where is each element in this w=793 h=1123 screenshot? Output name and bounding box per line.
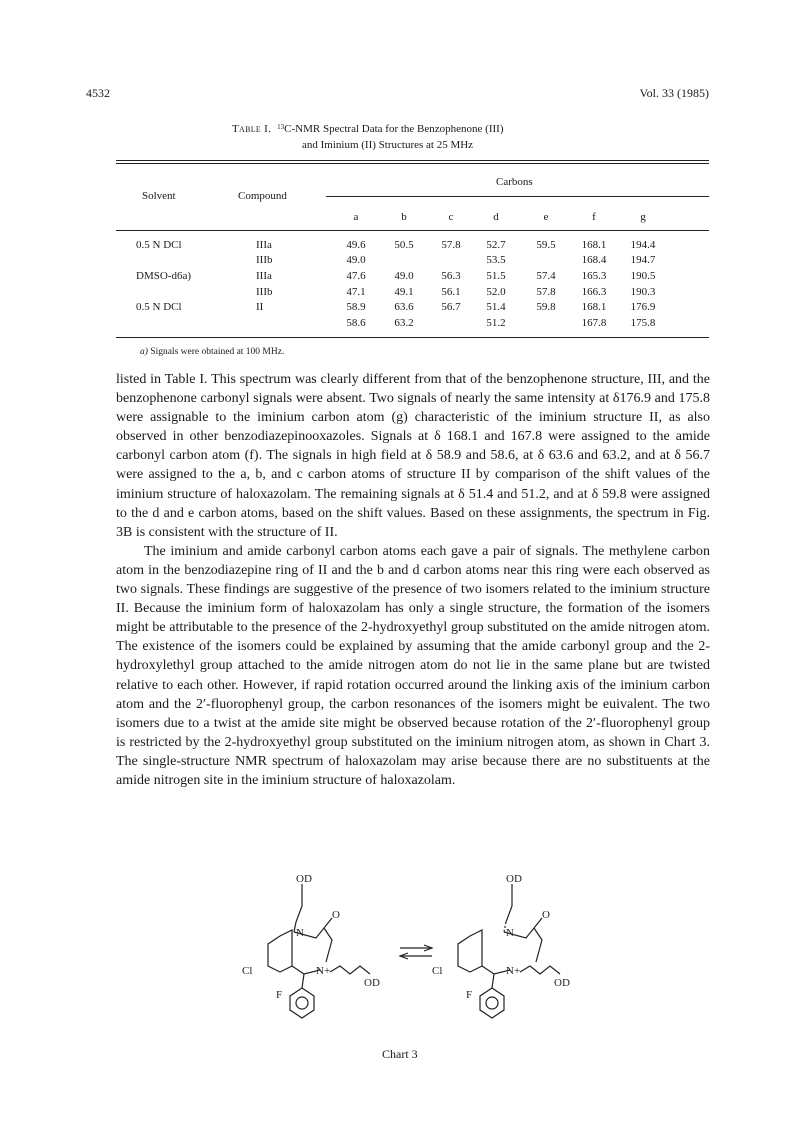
right-hydroxyethyl-bond xyxy=(506,884,512,922)
left-n-amide: N xyxy=(296,927,304,939)
table-cell: 59.8 xyxy=(536,301,556,313)
chart-caption: Chart 3 xyxy=(382,1047,418,1061)
page-number: 4532 xyxy=(86,86,110,100)
table-cell: 51.5 xyxy=(486,270,506,282)
table-caption xyxy=(232,121,592,153)
right-o: O xyxy=(542,909,550,921)
left-n-hydroxyethyl xyxy=(330,966,370,974)
left-carbonyl xyxy=(324,918,332,928)
table-cell: 57.4 xyxy=(536,270,556,282)
table-cell: 58.6 xyxy=(346,317,366,329)
header-carbons: Carbons xyxy=(496,176,533,188)
table-cell: 194.4 xyxy=(630,239,656,251)
body-text xyxy=(116,370,710,790)
right-benzo-ring xyxy=(458,930,482,972)
carbon-header-g: g xyxy=(640,211,646,223)
table-label: Table I. xyxy=(232,123,272,135)
left-od-side: OD xyxy=(364,977,380,989)
carbon-header-f: f xyxy=(592,211,596,223)
volume-info: Vol. 33 (1985) xyxy=(639,86,709,100)
right-cl: Cl xyxy=(432,965,443,977)
chemical-structure-diagram xyxy=(220,870,600,1045)
left-benzo-ring xyxy=(268,930,292,972)
table-cell: 175.8 xyxy=(630,317,656,329)
table-cell: 49.1 xyxy=(394,286,414,298)
table-cell: 51.2 xyxy=(486,317,506,329)
table-cell: 56.7 xyxy=(441,301,461,313)
row-compound: IIIa xyxy=(256,270,272,282)
left-cl: Cl xyxy=(242,965,253,977)
table-cell: 47.1 xyxy=(346,286,366,298)
table-cell: 50.5 xyxy=(394,239,414,251)
table-cell: 194.7 xyxy=(630,254,656,266)
paragraph-2: The iminium and amide carbonyl carbon atoms each gave a pair of signals. The methylene carbon atom in the benzodiazepine ring of II and the b and d carbon atoms near this ring were each observed as two signals. These findings are suggestive of the presence of two isomers related to the iminium structure II. Because the iminium form of haloxazolam has only a single structure, the formation of the isomers might be attributable to the presence of the 2-hydroxyethyl group substituted on the amide nitrogen atom. The existence of the isomers could be explained by assuming that the amide carbonyl group and the 2-hydroxylethyl group attached to the amide nitrogen atom do not lie in the same plane but are twisted relative to each other. However, if rapid rotation occurred around the linking axis of the iminium carbon atom and the 2′-fluorophenyl group, the carbon resonances of the isomers might be euivalent. The two isomers due to a twist at the amide site might be observed because rotation of the 2′-fluorophenyl group is restricted by the 2-hydroxyethyl group substituted on the iminium nitrogen atom, as shown in Chart 3. The single-structure NMR spectrum of haloxazolam may arise because there are no substituents at the amide nitrogen site in the iminium structure of haloxazolam. xyxy=(116,543,710,788)
right-aromatic-circle xyxy=(486,997,498,1009)
table-top-rule xyxy=(116,160,709,161)
right-aryl-bond xyxy=(492,974,494,988)
header-compound: Compound xyxy=(238,190,287,202)
table-cell: 168.1 xyxy=(581,301,607,313)
row-compound: IIIa xyxy=(256,239,272,251)
caption-line-1: C-NMR Spectral Data for the Benzophenone (III) xyxy=(284,123,504,135)
row-compound: II xyxy=(256,301,264,313)
left-aryl-bond xyxy=(302,974,304,988)
left-nplus: N+ xyxy=(316,965,331,977)
row-solvent: DMSO-d6a) xyxy=(136,270,191,282)
carbon-header-c: c xyxy=(448,211,454,223)
carbon-header-e: e xyxy=(543,211,549,223)
table-bottom-rule xyxy=(116,337,709,338)
carbon-header-b: b xyxy=(401,211,407,223)
left-o: O xyxy=(332,909,340,921)
table-cell: 190.3 xyxy=(630,286,656,298)
header-bottom-rule xyxy=(116,230,709,231)
isotope-superscript: 13 xyxy=(277,123,285,131)
right-fluorophenyl-ring xyxy=(480,988,504,1018)
table-cell: 58.9 xyxy=(346,301,366,313)
left-aromatic-circle xyxy=(296,997,308,1009)
table-cell: 167.8 xyxy=(581,317,607,329)
right-od-side: OD xyxy=(554,977,570,989)
left-ring-bonds xyxy=(324,928,332,962)
header-solvent: Solvent xyxy=(142,190,176,202)
row-compound: IIIb xyxy=(256,286,273,298)
footnote-text: Signals were obtained at 100 MHz. xyxy=(150,347,285,357)
table-cell: 165.3 xyxy=(581,270,607,282)
table-cell: 56.1 xyxy=(441,286,461,298)
right-n-hydroxyethyl xyxy=(520,966,560,974)
row-solvent: 0.5 N DCl xyxy=(136,301,182,313)
left-fluorophenyl-ring xyxy=(290,988,314,1018)
table-cell: 63.6 xyxy=(394,301,414,313)
table-cell: 49.0 xyxy=(346,254,366,266)
left-f: F xyxy=(276,989,283,1001)
carbon-header-d: d xyxy=(493,211,499,223)
table-cell: 190.5 xyxy=(630,270,656,282)
table-cell: 56.3 xyxy=(441,270,461,282)
right-od-top: OD xyxy=(506,873,522,885)
right-f: F xyxy=(466,989,473,1001)
table-cell: 168.1 xyxy=(581,239,607,251)
table-cell: 52.0 xyxy=(486,286,506,298)
table-top-rule-2 xyxy=(116,163,709,164)
chart-3-structures xyxy=(220,870,600,1050)
table-cell: 168.4 xyxy=(581,254,607,266)
table-cell: 51.4 xyxy=(486,301,506,313)
table-cell: 49.0 xyxy=(394,270,414,282)
left-hydroxyethyl-bond xyxy=(294,884,302,932)
table-cell: 166.3 xyxy=(581,286,607,298)
carbon-header-a: a xyxy=(353,211,359,223)
table-cell: 47.6 xyxy=(346,270,366,282)
carbons-rule xyxy=(326,196,709,197)
caption-line-2: and Iminium (II) Structures at 25 MHz xyxy=(302,139,474,151)
table-cell: 63.2 xyxy=(394,317,414,329)
table-cell: 57.8 xyxy=(441,239,461,251)
left-od-top: OD xyxy=(296,873,312,885)
row-solvent: 0.5 N DCl xyxy=(136,239,182,251)
page-header xyxy=(86,86,709,101)
table-cell: 53.5 xyxy=(486,254,506,266)
paragraph-1: listed in Table I. This spectrum was clearly different from that of the benzophenone structure, III, and the benzophenone carbonyl signals were absent. Two signals of nearly the same intensity at δ176.9 and 175.8 were assignable to the iminium carbon atom (g) characteristic of the iminium structure II, as also observed in other benzodiazepinooxazoles. Signals at δ 168.1 and 167.8 were assigned to the amide carbonyl carbon atom (f). The signals in high field at δ 58.9 and 58.6, at δ 63.6 and 63.2, and at δ 56.7 were assigned to the a, b, and c carbon atoms of structure II by comparison of the shift values of the iminium structure of haloxazolam. The remaining signals at δ 51.4 and 51.2, and at δ 59.8 were assigned to the d and e carbon atoms, based on the shift values. Based on these assignments, the spectrum in Fig. 3B is consistent with the structure of II. xyxy=(116,372,710,540)
right-n-amide: N xyxy=(506,927,514,939)
table-cell: 59.5 xyxy=(536,239,556,251)
right-carbonyl xyxy=(534,918,542,928)
table-cell: 49.6 xyxy=(346,239,366,251)
table-cell: 52.7 xyxy=(486,239,506,251)
row-compound: IIIb xyxy=(256,254,273,266)
table-footnote xyxy=(140,347,284,357)
footnote-mark: a) xyxy=(140,347,148,357)
table-cell: 57.8 xyxy=(536,286,556,298)
table-cell: 176.9 xyxy=(630,301,656,313)
right-nplus: N+ xyxy=(506,965,521,977)
right-ring-bonds xyxy=(534,928,542,962)
